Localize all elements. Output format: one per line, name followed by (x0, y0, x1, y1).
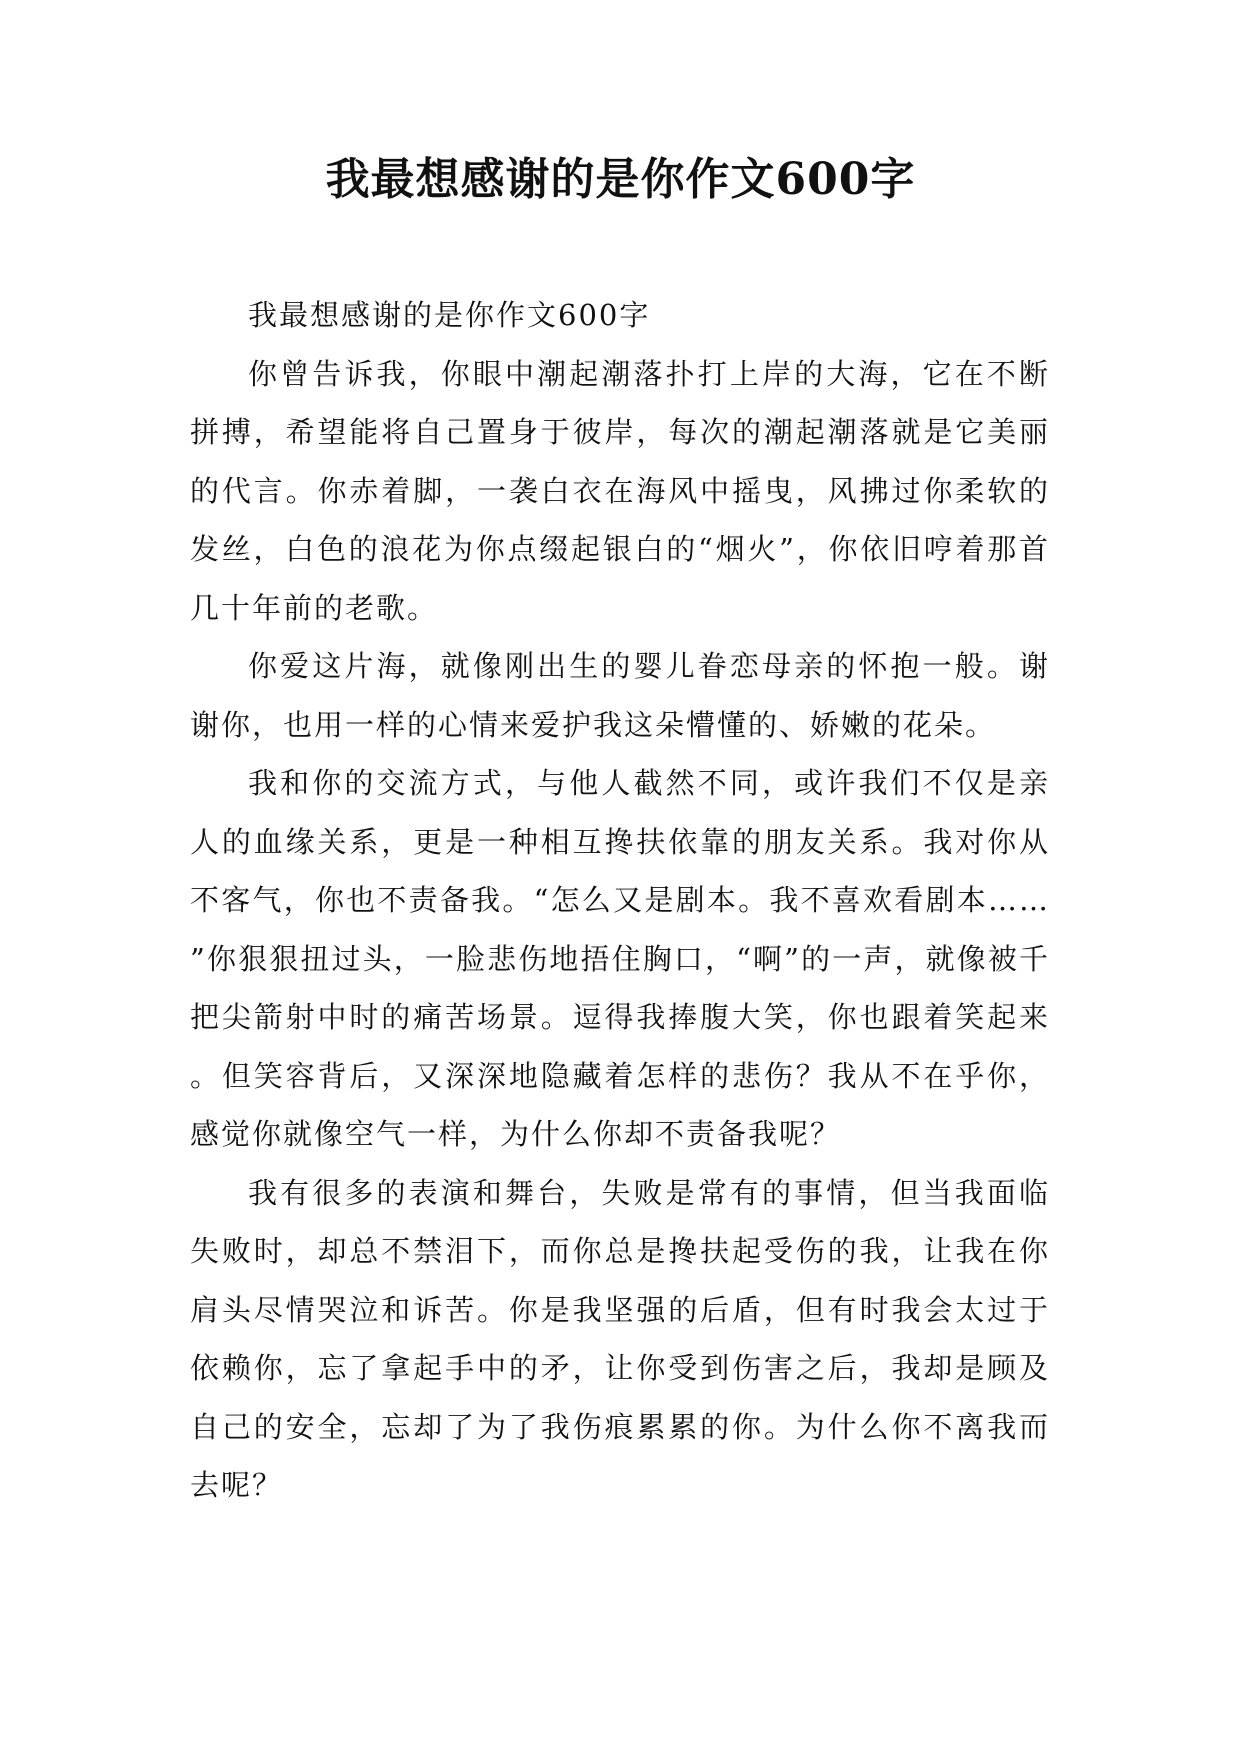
paragraph-sea: 你曾告诉我，你眼中潮起潮落扑打上岸的大海，它在不断拼搏，希望能将自己置身于彼岸，每次的潮起潮落就是它美丽的代言。你赤着脚，一袭白衣在海风中摇曳，风拂过你柔软的发丝，白色的浪花为你点缀起银白的“烟火”，你依旧哼着那首几十年前的老歌。 (190, 356, 1050, 625)
paragraph-subtitle: 我最想感谢的是你作文600字 (248, 298, 651, 332)
document-body (190, 286, 1050, 1515)
paragraph-failure: 我有很多的表演和舞台，失败是常有的事情，但当我面临失败时，却总不禁泪下，而你总是搀扶起受伤的我，让我在你肩头尽情哭泣和诉苦。你是我坚强的后盾，但有时我会太过于依赖你，忘了拿起手中的矛，让你受到伤害之后，我却是顾及自己的安全，忘却了为了我伤痕累累的你。为什么你不离我而去呢？ (190, 1175, 1050, 1502)
paragraph-communication: 我和你的交流方式，与他人截然不同，或许我们不仅是亲人的血缘关系，更是一种相互搀扶依靠的朋友关系。我对你从不客气，你也不责备我。“怎么又是剧本。我不喜欢看剧本……”你狠狠扭过头，一脸悲伤地捂住胸口，“啊”的一声，就像被千把尖箭射中时的痛苦场景。逗得我捧腹大笑，你也跟着笑起来。但笑容背后，又深深地隐藏着怎样的悲伤？我从不在乎你，感觉你就像空气一样，为什么你却不责备我呢？ (190, 766, 1050, 1151)
document-title: 我最想感谢的是你作文600字 (325, 154, 916, 205)
paragraph-love-sea: 你爱这片海，就像刚出生的婴儿眷恋母亲的怀抱一般。谢谢你，也用一样的心情来爱护我这朵懵懂的、娇嫩的花朵。 (190, 649, 1050, 742)
